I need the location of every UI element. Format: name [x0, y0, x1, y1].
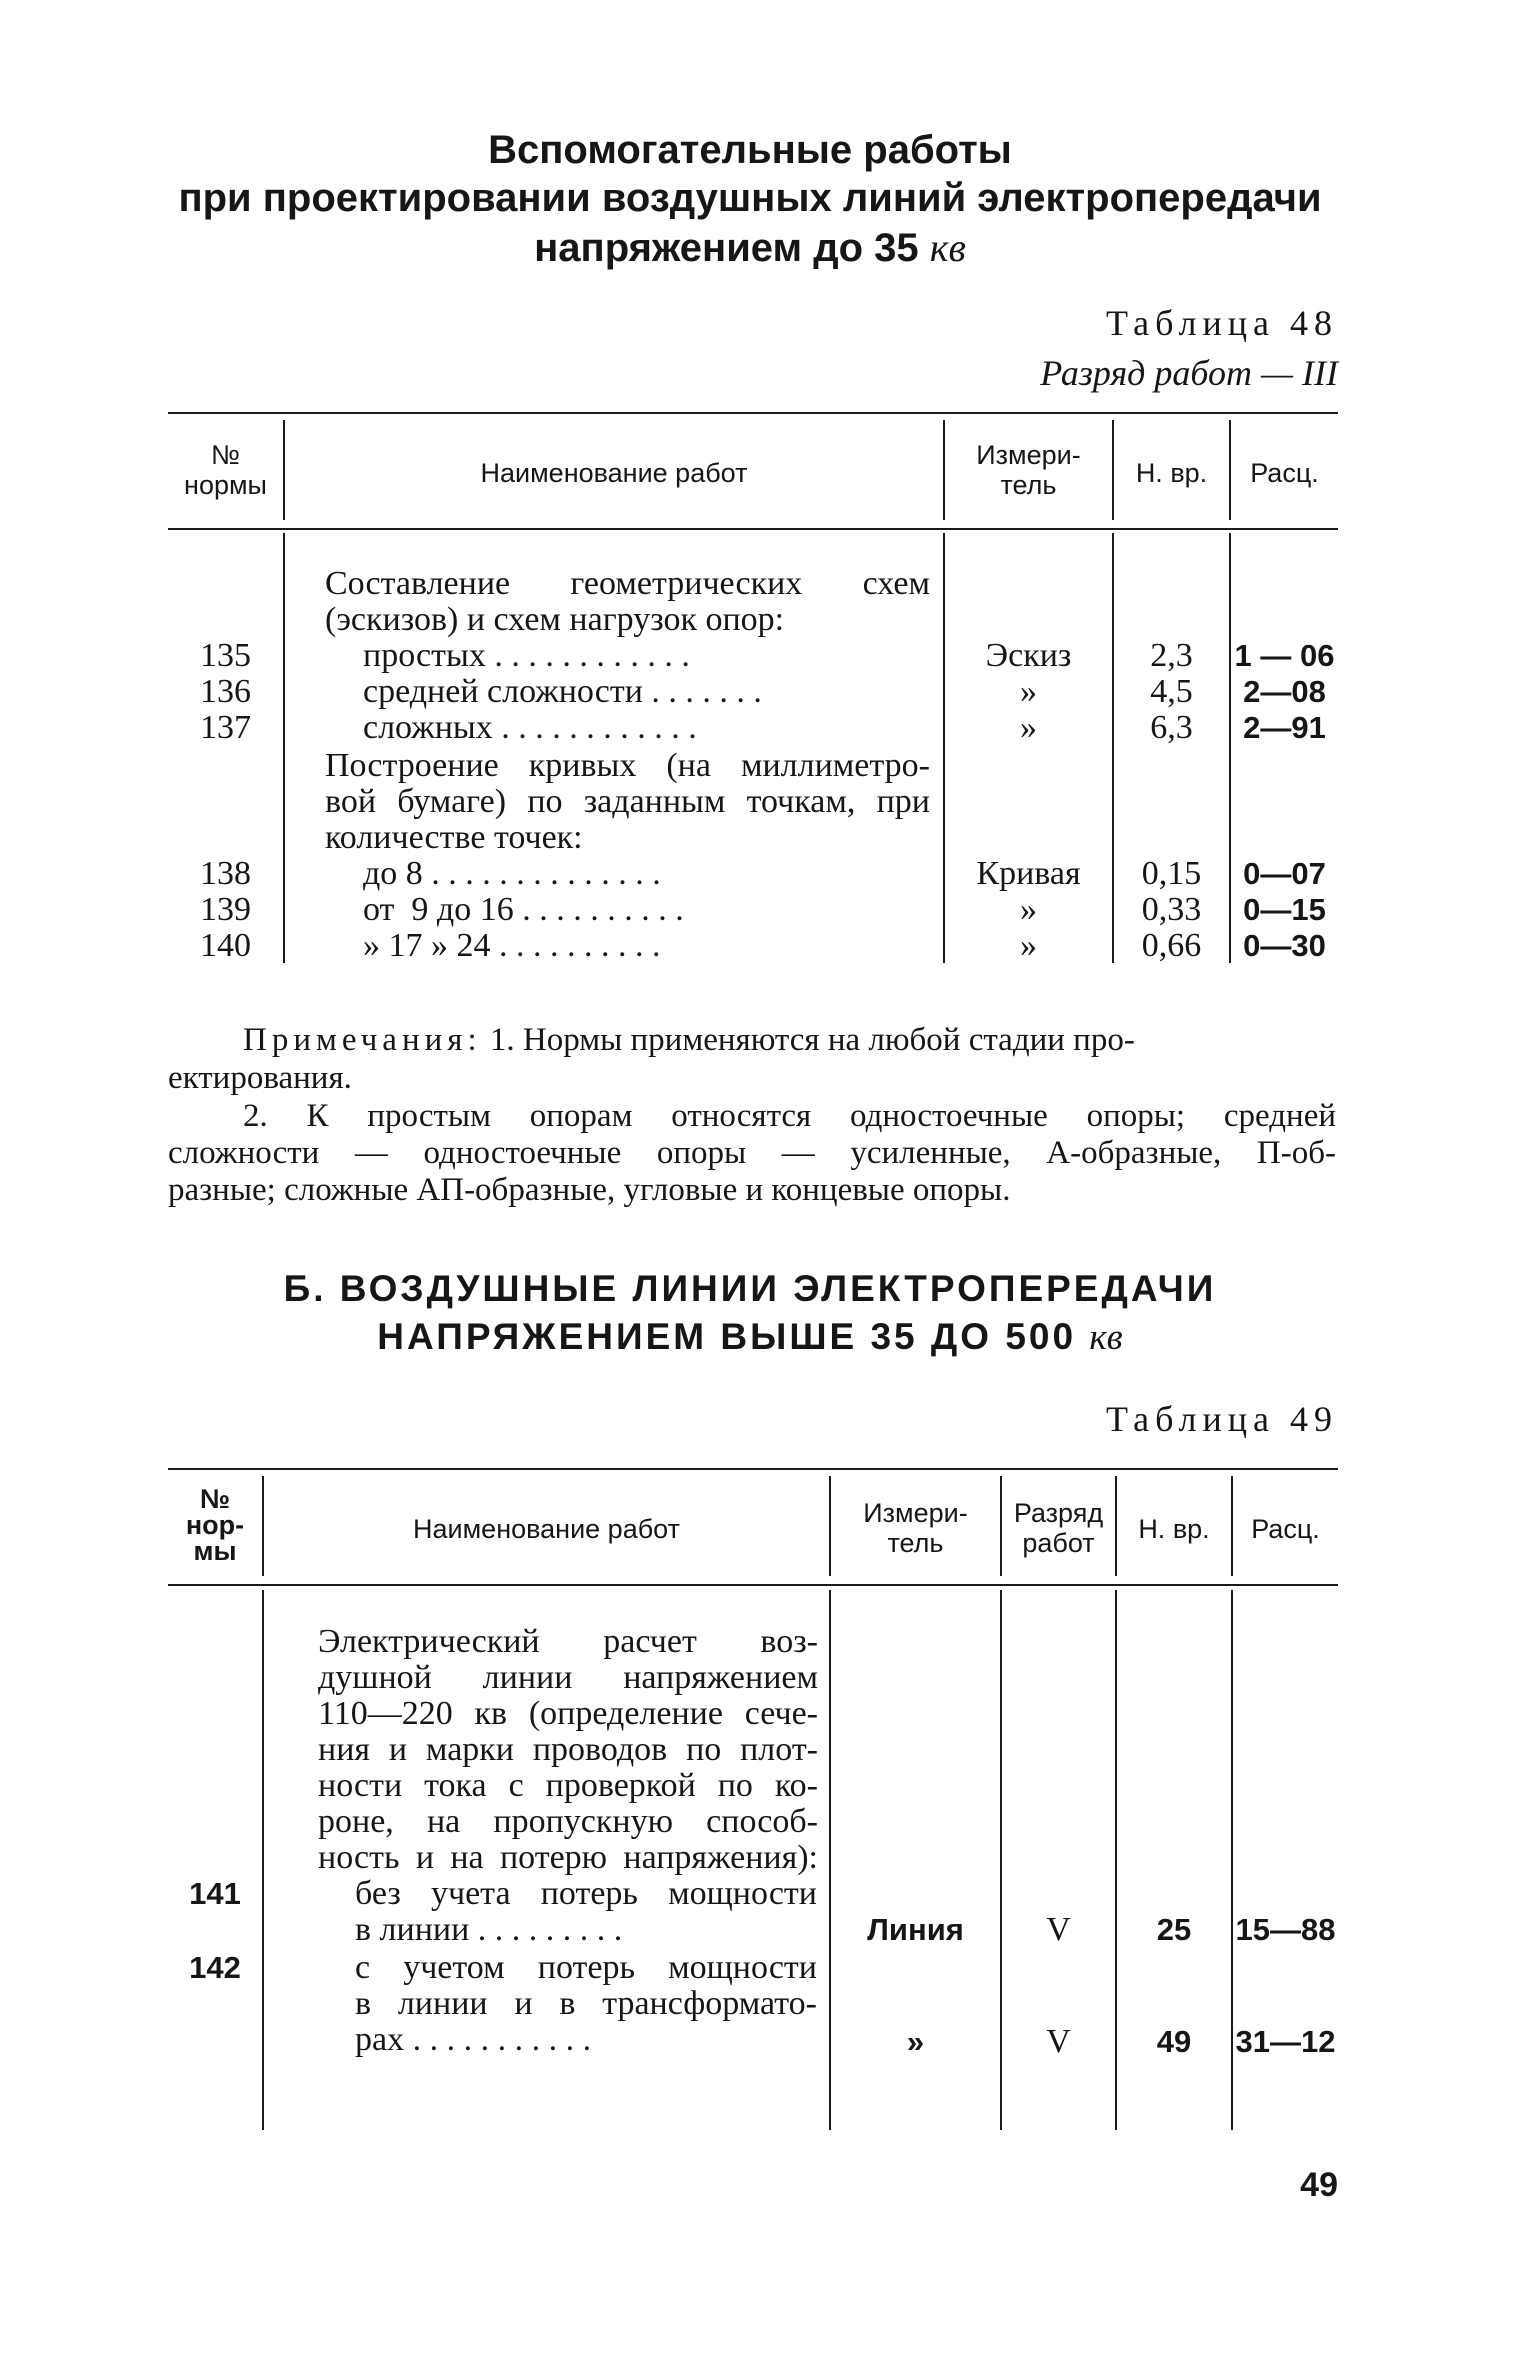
t49-intro-l2: душной линии напряжением: [318, 1659, 818, 1696]
section-b-title-line-1: Б. ВОЗДУШНЫЕ ЛИНИИ ЭЛЕКТРОПЕРЕДАЧИ: [283, 1268, 1217, 1309]
t49-col-name: Наименование работ: [413, 1514, 680, 1544]
t48-row-136-num: 136: [200, 673, 251, 710]
note-1: [243, 1022, 1338, 1059]
table-48-header-rule: [168, 528, 1338, 530]
t48-row-138-time: 0,15: [1141, 855, 1202, 892]
note-1-text: 1. Нормы применяются на любой стадии про-: [489, 1022, 1135, 1058]
t49-row-142-rate: 31—12: [1235, 2024, 1336, 2059]
t49-body-sep-1: [262, 1590, 264, 2130]
t48-row-137-rate: 2—91: [1243, 710, 1326, 745]
t49-row-141-name: [355, 1876, 817, 1948]
table-48-top-rule: [168, 412, 1338, 414]
t48-row-138-meter: Кривая: [976, 855, 1081, 892]
t48-col-meter: [945, 440, 1112, 500]
t49-row-141-name-l1: без учета потерь мощности: [355, 1875, 817, 1912]
t48-row-139-rate: 0—15: [1243, 892, 1326, 927]
t49-col-rank-l2: работ: [1022, 1528, 1095, 1558]
t49-col-rate: Расц.: [1251, 1514, 1320, 1544]
page-title-unit: кв: [929, 225, 966, 270]
t48-row-137-meter: »: [1020, 709, 1037, 746]
t48-row-136-rate: 2—08: [1243, 674, 1326, 709]
t49-intro: [318, 1624, 818, 1876]
t48-col-rate: Расц.: [1250, 458, 1319, 488]
t49-row-141-name-l2: в линии . . . . . . . . .: [355, 1911, 623, 1948]
t48-row-136-time: 4,5: [1150, 673, 1193, 710]
t48-row-135-time: 2,3: [1150, 637, 1193, 674]
t49-row-142-name-l2: в линии и в трансформато-: [355, 1985, 817, 2022]
t49-row-142-name-l1: с учетом потерь мощности: [355, 1949, 817, 1986]
t48-col-meter-l1: Измери-: [976, 440, 1081, 470]
t48-row-139-time: 0,33: [1141, 891, 1202, 928]
t49-col-time: Н. вр.: [1138, 1514, 1210, 1544]
t48-row-138-num: 138: [200, 855, 251, 892]
table-49-label: Таблица 49: [1106, 1399, 1338, 1439]
t49-intro-l7: ность и на потерю напряжения):: [318, 1839, 818, 1876]
t48-row-139-meter: »: [1020, 891, 1037, 928]
page-number: 49: [1300, 2166, 1338, 2204]
t48-row-137-time: 6,3: [1150, 709, 1193, 746]
table-49-top-rule: [168, 1468, 1338, 1470]
t48-row-139-num: 139: [200, 891, 251, 928]
t48-row-140-meter: »: [1020, 927, 1037, 964]
t48-body-sep-1: [283, 533, 285, 963]
page-title-line-1: Вспомогательные работы: [488, 128, 1012, 172]
note-2-line-3: разные; сложные АП-образные, угловые и концевые опоры.: [168, 1172, 1011, 1208]
t49-intro-l4: ния и марки проводов по плот-: [318, 1731, 818, 1768]
t49-row-142-num: 142: [189, 1950, 241, 1985]
t49-col-rank-l1: Разряд: [1013, 1498, 1104, 1528]
t49-row-142-rank: V: [1046, 2023, 1071, 2060]
t49-intro-l6: роне, на пропускную способ-: [318, 1803, 818, 1840]
t49-intro-l1: Электрический расчет воз-: [318, 1623, 818, 1660]
t48-row-138-rate: 0—07: [1243, 856, 1326, 891]
t49-col-norm-l3: мы: [193, 1536, 237, 1566]
note-1-head: Примечания:: [243, 1022, 482, 1058]
section-b-title-line-2: [200, 1316, 1300, 1359]
t48-col-norm-l2: нормы: [184, 470, 267, 500]
note-2-line-2: сложности — одностоечные опоры — усиленные, А-образные, П-об-: [168, 1135, 1336, 1171]
t49-row-142-time: 49: [1156, 2024, 1192, 2059]
t48-row-137-num: 137: [200, 709, 251, 746]
t48-row-135-name: простых . . . . . . . . . . . .: [363, 638, 690, 674]
t49-col-meter-l2: тель: [887, 1528, 944, 1558]
t48-group2-line2: вой бумаге) по заданным точкам, при: [325, 783, 930, 820]
t49-row-141-rate: 15—88: [1235, 1912, 1336, 1947]
note-2-line-1: 2. К простым опорам относятся одностоечные опоры; средней: [243, 1098, 1336, 1134]
t49-row-142-name-l3: рах . . . . . . . . . . .: [355, 2021, 592, 2058]
t48-row-136-name: средней сложности . . . . . . .: [363, 674, 762, 710]
t48-row-136-meter: »: [1020, 673, 1037, 710]
page-title-line-3: [150, 224, 1350, 271]
table-48-label: Таблица 48: [1106, 303, 1338, 343]
t48-group2-intro: [325, 748, 930, 856]
t48-row-139-name: от 9 до 16 . . . . . . . . . .: [363, 892, 684, 928]
t48-col-meter-l2: тель: [1000, 470, 1057, 500]
t48-group2-line1: Построение кривых (на миллиметро-: [325, 747, 930, 784]
t48-col-norm-l1: №: [211, 440, 240, 470]
table-48-rank: Разряд работ — III: [1040, 353, 1338, 393]
t48-group1-line1: Составление геометрических схем: [325, 565, 930, 602]
t49-col-norm: [168, 1486, 262, 1564]
t48-col-norm: [168, 440, 283, 500]
t49-intro-l3: 110—220 кв (определение сече-: [318, 1695, 818, 1732]
t48-col-time: Н. вр.: [1135, 458, 1208, 488]
t48-row-140-num: 140: [200, 927, 251, 964]
t49-row-142-meter: »: [906, 2024, 925, 2059]
t48-row-140-name: » 17 » 24 . . . . . . . . . .: [363, 928, 661, 964]
t49-col-norm-l1: №: [199, 1484, 231, 1514]
t49-row-141-time: 25: [1156, 1912, 1192, 1947]
t48-row-135-rate: 1 — 06: [1234, 638, 1335, 673]
t49-col-meter-l1: Измери-: [863, 1498, 968, 1528]
section-b-unit: кв: [1089, 1317, 1123, 1358]
t48-row-138-name: до 8 . . . . . . . . . . . . . .: [363, 856, 661, 892]
t49-row-141-meter: Линия: [867, 1912, 964, 1947]
t49-col-rank: [1002, 1498, 1115, 1558]
t48-row-135-meter: Эскиз: [985, 637, 1072, 674]
t48-row-135-num: 135: [200, 637, 251, 674]
t48-group1-line2: (эскизов) и схем нагрузок опор:: [325, 601, 785, 638]
t48-row-140-time: 0,66: [1141, 927, 1202, 964]
page-title-line-2: при проектировании воздушных линий электропередачи: [178, 176, 1322, 220]
t48-col-name: Наименование работ: [480, 458, 748, 488]
t48-row-140-rate: 0—30: [1243, 928, 1326, 963]
note-1-cont: ектирования.: [168, 1060, 352, 1096]
t49-row-142-name: [355, 1950, 817, 2058]
t48-row-137-name: сложных . . . . . . . . . . . .: [363, 710, 697, 746]
t49-col-meter: [831, 1498, 1000, 1558]
table-49-header-rule: [168, 1584, 1338, 1586]
t49-row-141-rank: V: [1046, 1911, 1071, 1948]
t49-col-norm-l2: нор-: [185, 1510, 245, 1540]
t49-row-141-num: 141: [189, 1876, 241, 1911]
page-title-line-3-text: напряжением до 35: [534, 226, 919, 270]
t49-intro-l5: ности тока с проверкой по ко-: [318, 1767, 818, 1804]
section-b-title-text: НАПРЯЖЕНИЕМ ВЫШЕ 35 ДО 500: [377, 1316, 1077, 1357]
t48-group1-intro: [325, 566, 930, 638]
t48-group2-line3: количестве точек:: [325, 819, 583, 856]
